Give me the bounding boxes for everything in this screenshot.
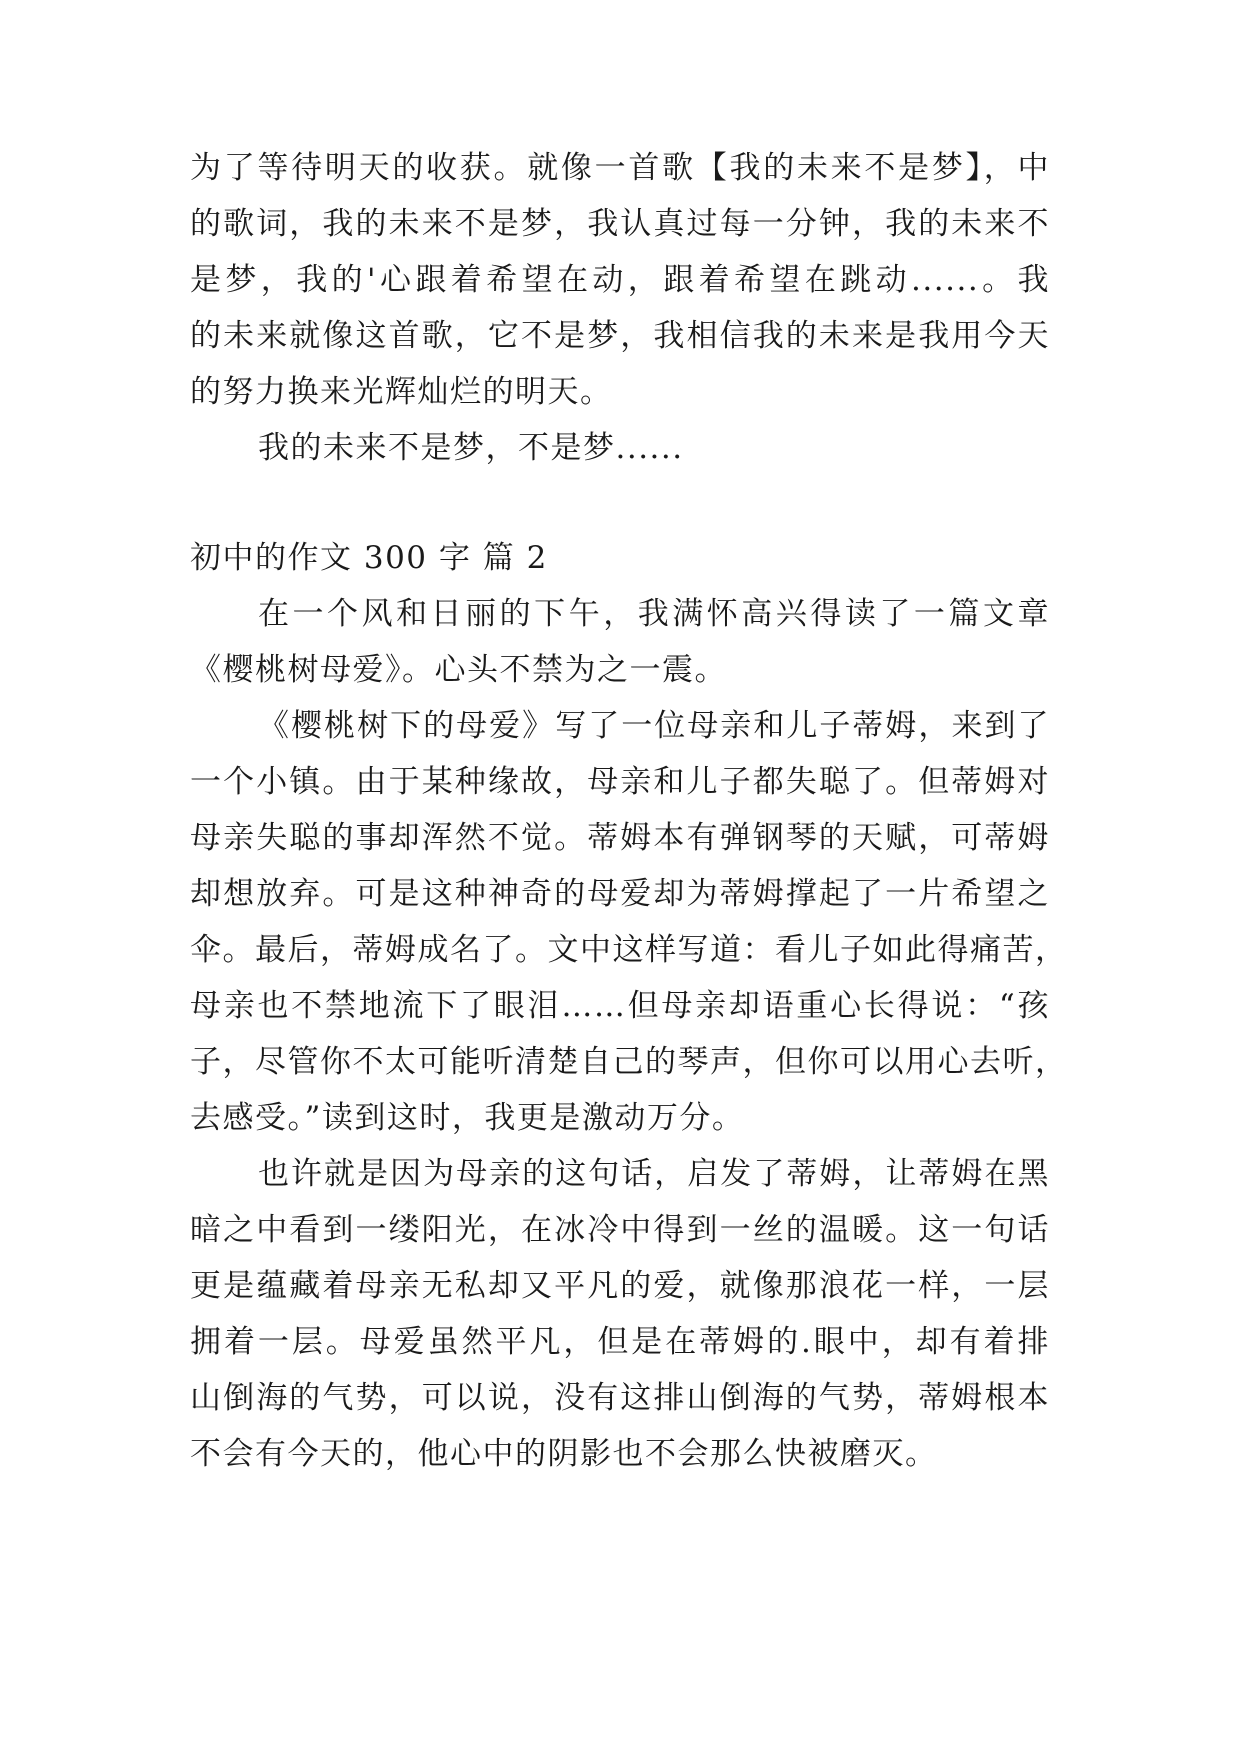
paragraph-line: 母亲失聪的事却浑然不觉。蒂姆本有弹钢琴的天赋，可蒂姆 [190,820,1050,856]
paragraph-line: 是梦，我的'心跟着希望在动，跟着希望在跳动......。我 [190,262,1050,298]
paragraph-line: 的未来就像这首歌，它不是梦，我相信我的未来是我用今天 [190,318,1050,354]
document-page [190,0,1068,1754]
paragraph-line: 一个小镇。由于某种缘故，母亲和儿子都失聪了。但蒂姆对 [190,764,1050,800]
section-heading: 初中的作文 300 字 篇 2 [190,540,548,576]
paragraph-line: 在一个风和日丽的下午，我满怀高兴得读了一篇文章 [258,596,1050,632]
paragraph-line: 的努力换来光辉灿烂的明天。 [190,374,613,410]
paragraph-line: 母亲也不禁地流下了眼泪……但母亲却语重心长得说：“孩 [190,988,1050,1024]
paragraph-line: 也许就是因为母亲的这句话，启发了蒂姆，让蒂姆在黑 [258,1156,1050,1192]
paragraph-line: 山倒海的气势，可以说，没有这排山倒海的气势，蒂姆根本 [190,1380,1050,1416]
paragraph-line: 的歌词，我的未来不是梦，我认真过每一分钟，我的未来不 [190,206,1050,242]
paragraph-line: 不会有今天的，他心中的阴影也不会那么快被磨灭。 [190,1436,938,1472]
paragraph-line: 伞。最后，蒂姆成名了。文中这样写道：看儿子如此得痛苦， [190,932,1068,968]
paragraph-line: 《樱桃树下的母爱》写了一位母亲和儿子蒂姆，来到了 [258,708,1050,744]
paragraph-line: 去感受。”读到这时，我更是激动万分。 [190,1100,745,1136]
closing-line: 我的未来不是梦，不是梦...... [258,430,684,466]
paragraph-line: 却想放弃。可是这种神奇的母爱却为蒂姆撑起了一片希望之 [190,876,1050,912]
paragraph-line: 拥着一层。母爱虽然平凡，但是在蒂姆的.眼中，却有着排 [190,1324,1050,1360]
paragraph-line: 《樱桃树母爱》。心头不禁为之一震。 [190,652,727,688]
paragraph-line: 更是蕴藏着母亲无私却又平凡的爱，就像那浪花一样，一层 [190,1268,1050,1304]
paragraph-line: 子，尽管你不太可能听清楚自己的琴声，但你可以用心去听， [190,1044,1068,1080]
paragraph-line: 为了等待明天的收获。就像一首歌【我的未来不是梦】，中 [190,150,1050,186]
paragraph-line: 暗之中看到一缕阳光，在冰冷中得到一丝的温暖。这一句话 [190,1212,1050,1248]
